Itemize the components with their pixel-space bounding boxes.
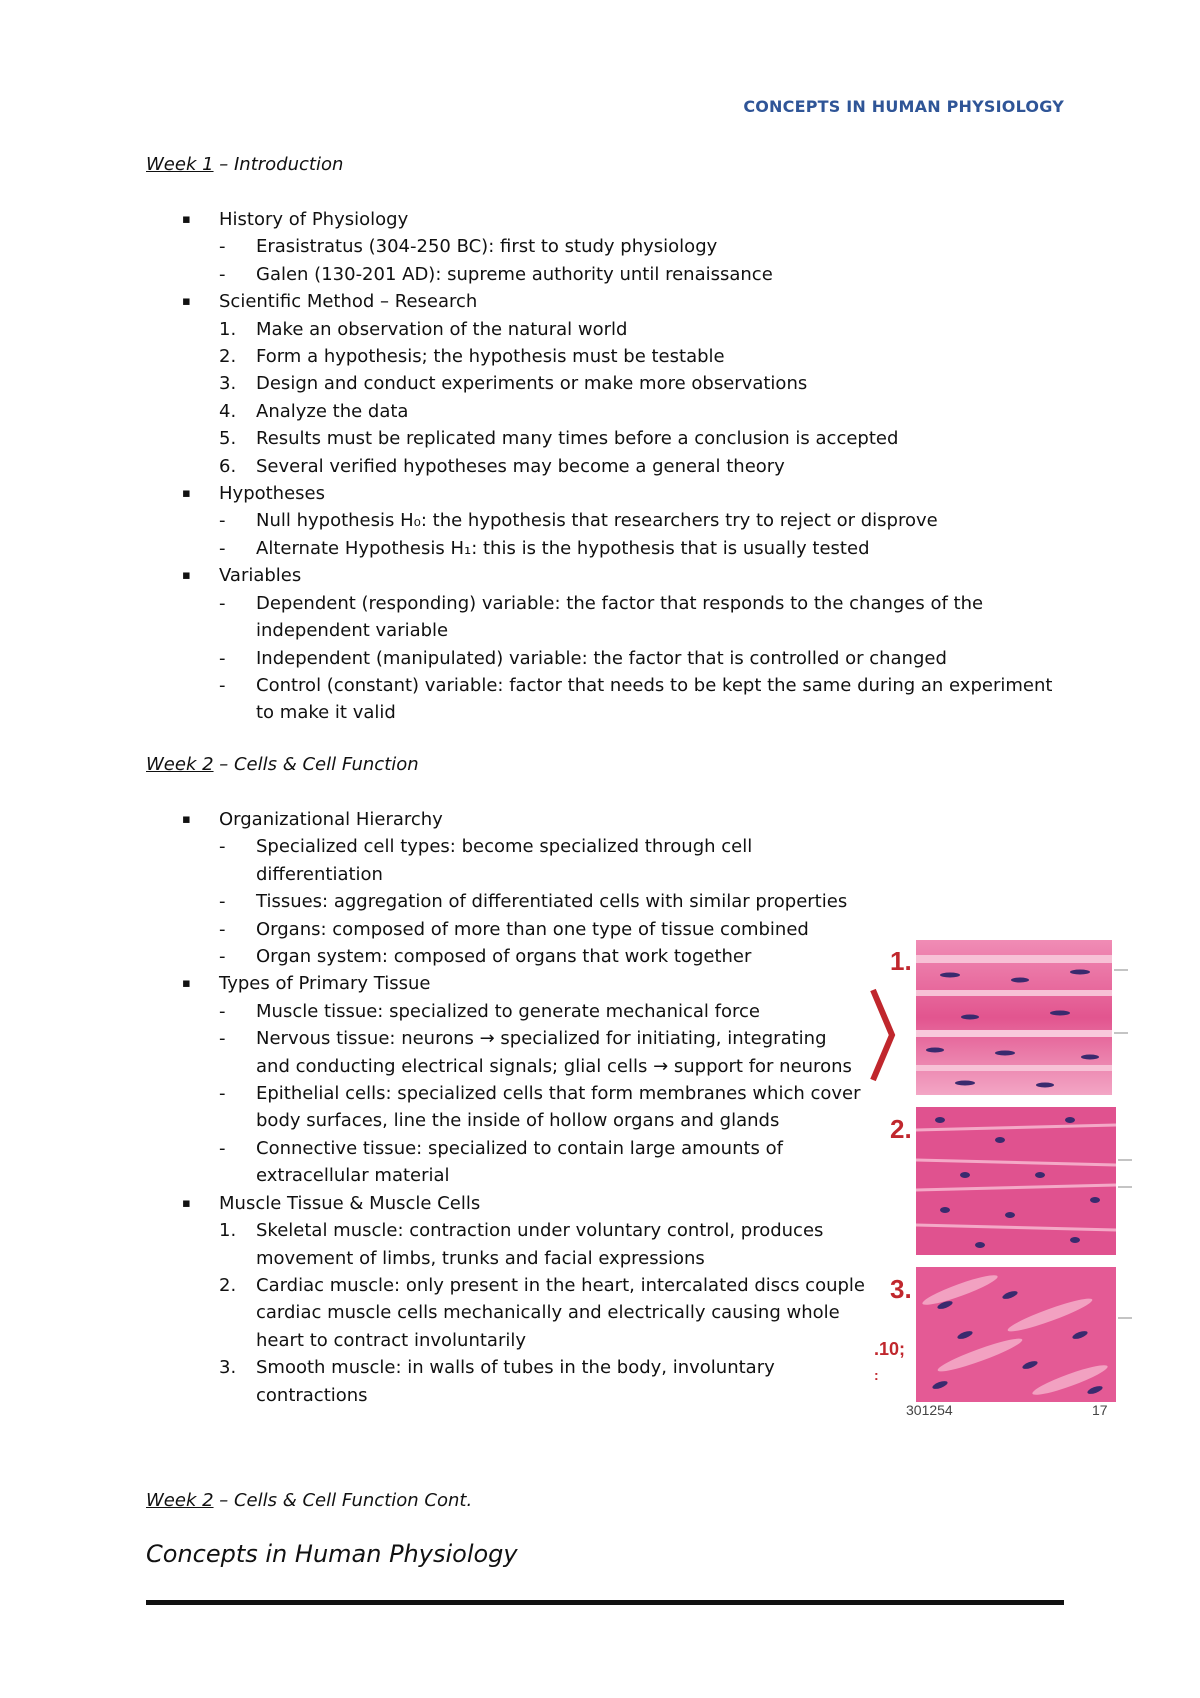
dash-marker: - [219, 510, 226, 532]
list-item [219, 316, 1071, 343]
skeletal-muscle-image [916, 940, 1112, 1095]
cardiac-muscle-image [916, 1107, 1116, 1255]
dash-marker: - [219, 674, 226, 696]
list-item [219, 943, 866, 970]
item-text: Smooth muscle: in walls of tubes in the body, involuntary contractions [256, 1357, 775, 1406]
section-items [219, 233, 1071, 288]
list-item [219, 343, 1071, 370]
dash-marker: - [219, 918, 226, 940]
square-bullet-icon: ▪ [182, 1195, 191, 1211]
item-text: Organ system: composed of organs that work together [256, 946, 752, 968]
list-item [219, 1080, 866, 1135]
item-text: Alternate Hypothesis H₁: this is the hypothesis that is usually tested [256, 537, 870, 559]
item-text: Erasistratus (304-250 BC): first to study physiology [256, 236, 718, 258]
section-title: History of Physiology [219, 209, 409, 230]
week-2-outline [146, 806, 866, 1409]
footer-title: Concepts in Human Physiology [146, 1540, 518, 1568]
list-item [219, 672, 1071, 727]
item-number: 1. [219, 318, 237, 340]
figure-label-2: 2. [890, 1114, 912, 1144]
section-title: Scientific Method – Research [219, 291, 478, 313]
item-text: Nervous tissue: neurons → specialized for initiating, integrating and conducting electrical signals; glial cells → support for neurons [256, 1028, 852, 1077]
figure-code: 301254 [906, 1402, 953, 1418]
item-text: Design and conduct experiments or make more observations [256, 373, 808, 395]
square-bullet-icon: ▪ [182, 486, 191, 502]
list-item [219, 453, 1071, 480]
item-text: Epithelial cells: specialized cells that form membranes which cover body surfaces, line the inside of hollow organs and glands [256, 1083, 861, 1132]
item-number: 2. [219, 346, 237, 368]
item-text: Tissues: aggregation of differentiated cells with similar properties [256, 891, 848, 913]
item-text: Control (constant) variable: factor that needs to be kept the same during an experiment to make it valid [256, 674, 1053, 724]
section-title: Variables [219, 565, 302, 587]
list-item [219, 1135, 866, 1190]
week-1-outline [146, 206, 1071, 727]
item-number: 5. [219, 428, 237, 450]
section-title: Hypotheses [219, 483, 325, 505]
square-bullet-icon: ▪ [182, 976, 191, 992]
outline-section [146, 1190, 866, 1409]
item-text: Null hypothesis H₀: the hypothesis that researchers try to reject or disprove [256, 510, 938, 532]
list-item [219, 261, 1071, 288]
figure-label-3: 3. [890, 1274, 912, 1304]
list-item [219, 507, 1071, 534]
item-text: Connective tissue: specialized to contain large amounts of extracellular material [256, 1137, 784, 1187]
smooth-muscle-image [916, 1267, 1116, 1402]
item-text: Several verified hypotheses may become a general theory [256, 455, 785, 477]
list-item [219, 590, 1071, 645]
item-text: Independent (manipulated) variable: the factor that is controlled or changed [256, 647, 947, 669]
dash-marker: - [219, 647, 226, 669]
section-title: Organizational Hierarchy [219, 809, 443, 830]
list-item [219, 888, 866, 915]
list-item [219, 535, 1071, 562]
figure-side-mark: : [874, 1367, 879, 1383]
dash-marker: - [219, 236, 226, 258]
item-text: Muscle tissue: specialized to generate mechanical force [256, 1000, 760, 1022]
item-number: 6. [219, 455, 237, 477]
list-item [219, 1354, 866, 1409]
item-text: Galen (130-201 AD): supreme authority until renaissance [256, 263, 773, 285]
week-1-heading: Week 1 – Introduction [146, 154, 344, 175]
outline-section [146, 480, 1071, 562]
outline-section [146, 562, 1071, 726]
list-item [219, 370, 1071, 397]
item-text: Skeletal muscle: contraction under voluntary control, produces movement of limbs, trunks and facial expressions [256, 1220, 824, 1269]
item-number: 1. [219, 1220, 237, 1242]
section-items [219, 998, 866, 1190]
outline-section [146, 288, 1071, 480]
item-number: 3. [219, 1357, 237, 1379]
dash-marker: - [219, 592, 226, 614]
section-items [219, 590, 1071, 727]
section-title: Types of Primary Tissue [219, 973, 431, 995]
section-items [219, 833, 866, 970]
list-item [219, 233, 1071, 260]
list-item [219, 1217, 866, 1272]
figure-side-label: .10; [874, 1339, 906, 1359]
dash-marker: - [219, 1000, 226, 1022]
item-text: Organs: composed of more than one type of tissue combined [256, 918, 809, 940]
item-number: 3. [219, 373, 237, 395]
list-item [219, 1272, 866, 1354]
outline-section [146, 206, 1071, 288]
footer-rule [146, 1600, 1064, 1605]
section-title: Muscle Tissue & Muscle Cells [219, 1192, 481, 1214]
item-number: 2. [219, 1274, 237, 1296]
week-2-heading: Week 2 – Cells & Cell Function [146, 754, 419, 775]
list-item [219, 916, 866, 943]
dash-marker: - [219, 1137, 226, 1159]
square-bullet-icon: ▪ [182, 568, 191, 584]
list-item [219, 398, 1071, 425]
item-text: Make an observation of the natural world [256, 318, 628, 340]
outline-section [146, 806, 866, 970]
list-item [219, 425, 1071, 452]
section-items [219, 316, 1071, 480]
dash-marker: - [219, 946, 226, 968]
dash-marker: - [219, 1028, 226, 1050]
dash-marker: - [219, 537, 226, 559]
item-number: 4. [219, 400, 237, 422]
item-text: Results must be replicated many times before a conclusion is accepted [256, 428, 899, 450]
running-header: CONCEPTS IN HUMAN PHYSIOLOGY [743, 97, 1064, 116]
item-text: Specialized cell types: become specialized through cell differentiation [256, 836, 753, 885]
list-item [219, 833, 866, 888]
square-bullet-icon: ▪ [182, 812, 191, 827]
muscle-tissue-figure [870, 935, 1180, 1425]
item-text: Dependent (responding) variable: the factor that responds to the changes of the independent variable [256, 592, 984, 642]
dash-marker: - [219, 263, 226, 285]
list-item [219, 1025, 866, 1080]
list-item [219, 998, 866, 1025]
figure-label-1: 1. [890, 946, 912, 976]
dash-marker: - [219, 1083, 226, 1105]
item-text: Analyze the data [256, 400, 409, 422]
item-text: Form a hypothesis; the hypothesis must be testable [256, 346, 725, 368]
section-items [219, 1217, 866, 1409]
square-bullet-icon: ▪ [182, 294, 191, 310]
section-items [219, 507, 1071, 562]
outline-section [146, 970, 866, 1189]
square-bullet-icon: ▪ [182, 212, 191, 227]
chevron-icon [873, 990, 892, 1080]
list-item [219, 645, 1071, 672]
figure-page-number: 17 [1092, 1402, 1108, 1418]
dash-marker: - [219, 891, 226, 913]
dash-marker: - [219, 836, 226, 858]
item-text: Cardiac muscle: only present in the heart, intercalated discs couple cardiac muscle cells mechanically and electrically causing whole heart to contract involuntarily [256, 1274, 865, 1351]
week-2-cont-heading: Week 2 – Cells & Cell Function Cont. [146, 1490, 473, 1511]
